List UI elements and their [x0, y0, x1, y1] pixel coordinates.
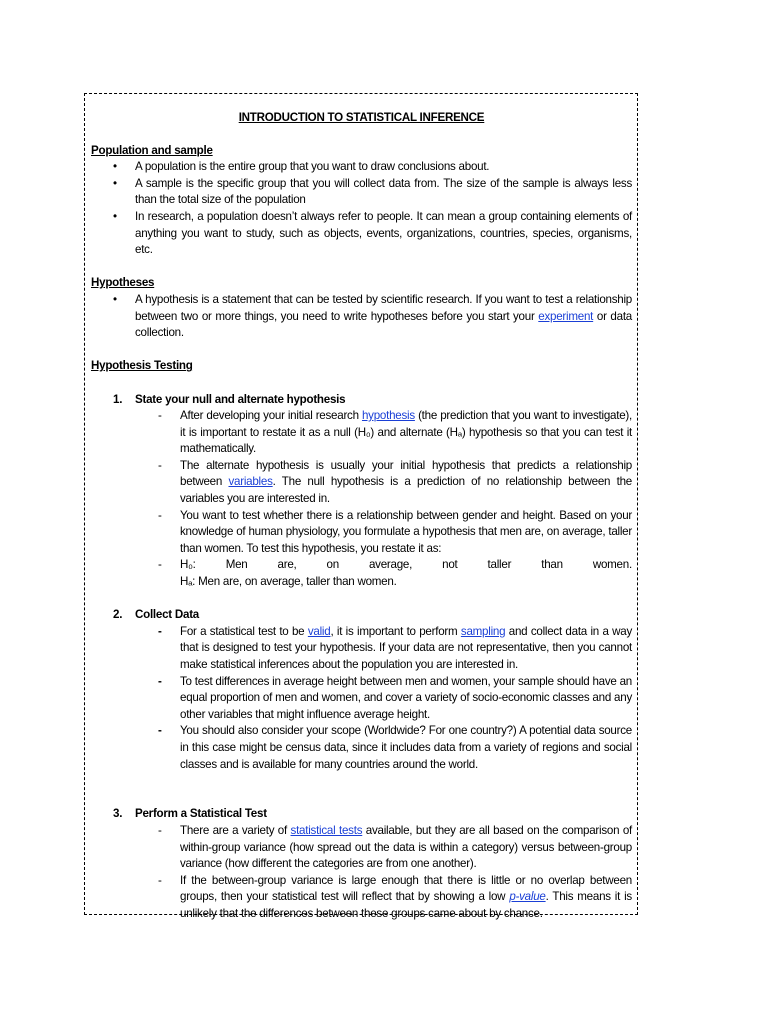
list-item: - The alternate hypothesis is usually your initial hypothesis that predicts a relationship between variables. The null hypothesis is a prediction of no relationship between the variables you are interested in.: [158, 458, 633, 506]
list-item: • A sample is the specific group that you will collect data from. The size of the sample is always less than the total size of the population: [113, 176, 632, 207]
list-item: - You want to test whether there is a relationship between gender and height. Based on your knowledge of human physiology, you formulate a hypothesis that men are, on average, taller than women. To test this hypothesis, you restate it as:: [158, 508, 632, 555]
list-item: • In research, a population doesn’t always refer to people. It can mean a group containing elements of anything you want to study, such as objects, events, organizations, countries, species, organisms, etc.: [113, 209, 632, 257]
dash-icon: -: [158, 409, 162, 423]
list-item: • A hypothesis is a statement that can be tested by scientific research. If you want to test a relationship between two or more things, you need to write hypotheses before you start your experiment or data collection.: [113, 292, 632, 340]
hypothesis-link[interactable]: hypothesis: [361, 409, 415, 423]
step-1-list: [91, 408, 632, 591]
dash-icon: -: [158, 558, 162, 572]
population-list: [91, 159, 632, 259]
step-3-heading: 3. Perform a Statistical Test: [91, 806, 632, 823]
step-2-list: [91, 624, 632, 773]
bullet-icon: •: [113, 292, 117, 306]
dash-icon: -: [158, 674, 162, 688]
dash-icon: -: [158, 823, 162, 837]
experiment-link[interactable]: experiment: [538, 309, 594, 323]
section-heading-population: Population and sample: [91, 143, 213, 157]
step-number: 3.: [113, 807, 123, 821]
page-title: INTRODUCTION TO STATISTICAL INFERENCE: [238, 111, 485, 124]
p-value-link[interactable]: p-value: [509, 890, 546, 904]
list-item: - For a statistical test to be valid, it is important to perform sampling and collect data in a way that is designed to test your hypothesis. If your data are not representative, then you cannot make statistical inferences about the population you are interested in.: [158, 624, 632, 671]
hypotheses-list: [91, 292, 632, 342]
statistical-tests-link[interactable]: statistical tests: [290, 823, 363, 837]
list-item: - To test differences in average height between men and women, your sample should have an equal proportion of men and women, and cover a variety of socio-economic classes and any other variables that might influence average height.: [158, 674, 632, 721]
dash-icon: -: [158, 873, 162, 887]
dash-icon: -: [158, 508, 162, 522]
alternate-hypothesis-line: Hₐ: Men are, on average, taller than women.: [180, 575, 397, 589]
list-item: - After developing your initial research hypothesis (the prediction that you want to investigate), it is important to restate it as a null (H₀) and alternate (Hₐ) hypothesis so that you can test it mathematically.: [158, 409, 632, 456]
list-item: - If the between-group variance is large enough that there is little or no overlap between groups, then your statistical test will reflect that by showing a low p-value. This means it is unlikely that the differences between these groups came about by chance.: [158, 873, 632, 920]
step-number: 1.: [113, 392, 123, 406]
sampling-link[interactable]: sampling: [460, 624, 506, 638]
step-1-heading: 1. State your null and alternate hypothesis: [91, 392, 632, 409]
dash-icon: -: [158, 724, 162, 738]
bullet-icon: •: [113, 209, 117, 223]
valid-link[interactable]: valid: [307, 624, 331, 638]
dash-icon: -: [158, 458, 162, 472]
dash-icon: -: [158, 624, 162, 638]
list-item: • A population is the entire group that you want to draw conclusions about.: [91, 159, 632, 176]
step-3-list: [91, 823, 632, 923]
section-heading-hypothesis-testing: Hypothesis Testing: [91, 359, 193, 373]
list-item: [91, 557, 632, 590]
section-heading-hypotheses: Hypotheses: [91, 276, 155, 290]
document-body: [91, 110, 632, 923]
bullet-icon: •: [113, 160, 117, 174]
list-item: - There are a variety of statistical tests available, but they are all based on the comparison of within-group variance (how spread out the data is within a category) versus between-group variance (how different the categories are from one another).: [158, 823, 633, 871]
bullet-icon: •: [113, 176, 117, 190]
variables-link[interactable]: variables: [228, 475, 273, 489]
step-2-heading: 2. Collect Data: [91, 607, 632, 624]
null-hypothesis-line: H₀: Men are, on average, not taller than women.: [180, 558, 632, 572]
step-number: 2.: [113, 608, 123, 622]
list-item: - You should also consider your scope (Worldwide? For one country?) A potential data source in this case might be census data, since it includes data from a variety of regions and social classes and is available for many countries around the world.: [158, 724, 632, 771]
